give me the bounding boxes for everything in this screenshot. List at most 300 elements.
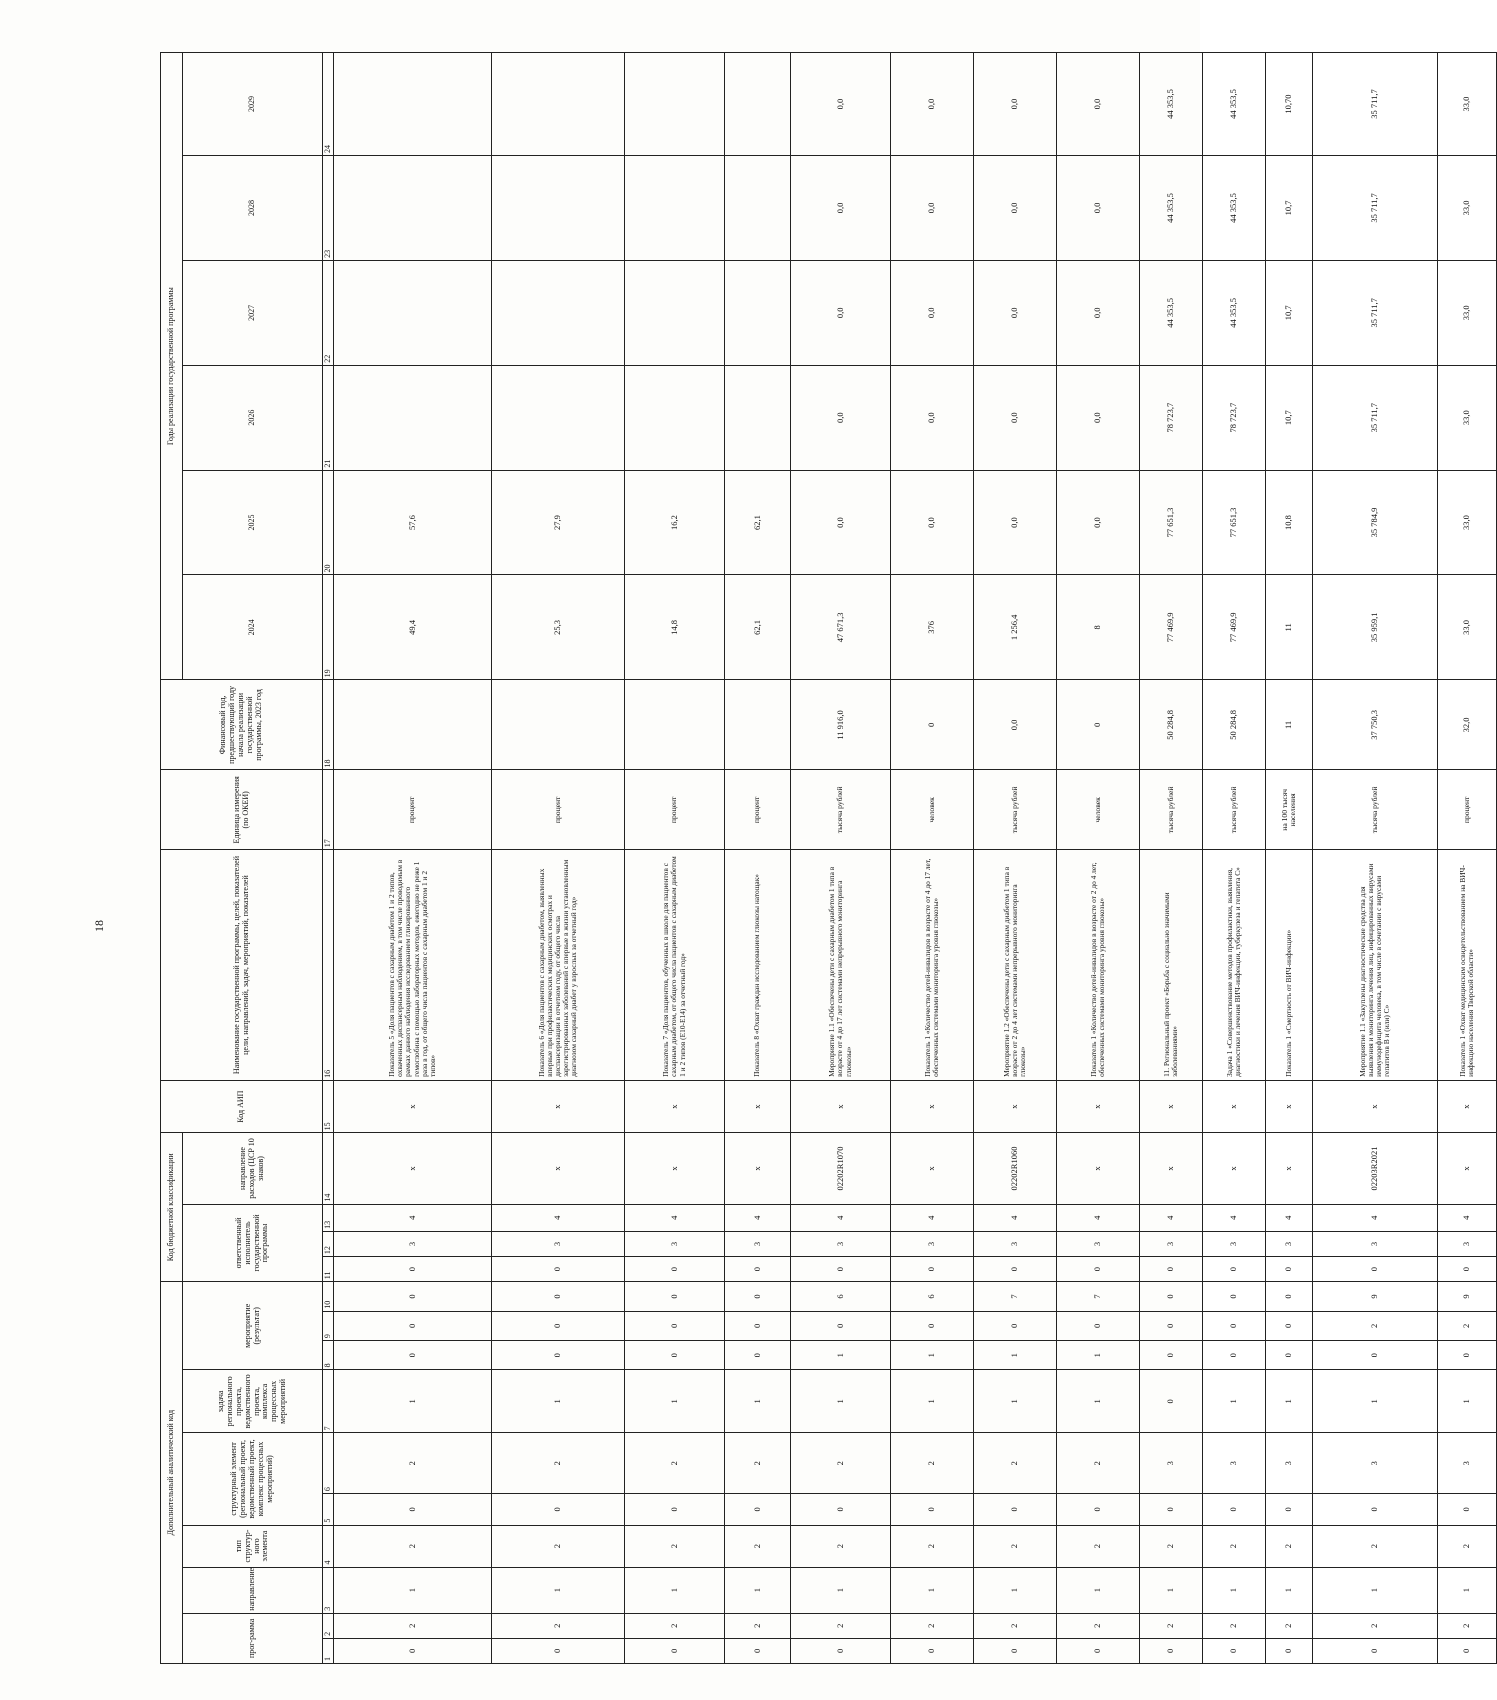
executor-code-cell: 3 [625, 1231, 725, 1256]
year-value-cell: 35 784,9 [1313, 470, 1438, 575]
executor-code-cell: 0 [334, 1257, 492, 1282]
column-number-cell: 15 [323, 1080, 334, 1132]
year-value-cell: 77 469,9 [1140, 575, 1203, 680]
year-value-cell: 16,2 [625, 470, 725, 575]
event-code-cell: 0 [625, 1282, 725, 1311]
name-cell: Показатель 6 «Доля пациентов с сахарным диабетом, выявленных впервые при профилактических медицинских осмотрах и диспансеризации в отчетном году, от общего числа зарегистрированных заболеваний с впервые в жизни установленным диагнозом сахарный диабет у взрослых за отчетный год» [492, 850, 625, 1081]
executor-code-cell: 4 [1313, 1204, 1438, 1231]
struct-elem-cell: 2 [625, 1433, 725, 1494]
struct-type-cell: 2 [725, 1525, 791, 1567]
column-number-cell: 23 [323, 156, 334, 261]
executor-code-cell: 3 [725, 1231, 791, 1256]
event-code-cell: 0 [1203, 1282, 1266, 1311]
executor-code-cell: 4 [492, 1204, 625, 1231]
year-value-cell: 0,0 [891, 365, 974, 470]
column-number-cell: 20 [323, 470, 334, 575]
year-value-cell: 47 671,3 [791, 575, 891, 680]
executor-code-cell: 3 [791, 1231, 891, 1256]
event-code-cell: 2 [1438, 1311, 1497, 1340]
year-value-cell: 1 256,4 [974, 575, 1057, 680]
header-struct-type: тип структур-ного элемента [183, 1525, 323, 1567]
event-code-cell: 0 [1266, 1341, 1313, 1370]
fin-year-cell: 0 [891, 680, 974, 770]
struct-type-cell: 2 [974, 1525, 1057, 1567]
program-code-cell: 2 [974, 1613, 1057, 1638]
header-expense-dir: направление расходов (ЦСР 10 знаков) [183, 1133, 323, 1204]
fin-year-cell: 50 284,8 [1140, 680, 1203, 770]
event-code-cell: 0 [1203, 1341, 1266, 1370]
struct-elem-cell: 2 [974, 1433, 1057, 1494]
program-code-cell: 2 [1313, 1613, 1438, 1638]
event-code-cell: 1 [1057, 1341, 1140, 1370]
struct-type-cell: 2 [1057, 1525, 1140, 1567]
year-value-cell: 0,0 [1057, 470, 1140, 575]
year-value-cell: 10,8 [1266, 470, 1313, 575]
column-number-cell: 17 [323, 770, 334, 850]
direction-cell: 1 [1140, 1567, 1203, 1613]
year-value-cell: 44 353,5 [1203, 260, 1266, 365]
expense-dir-cell: x [334, 1133, 492, 1204]
year-value-cell: 0,0 [791, 470, 891, 575]
year-value-cell [334, 53, 492, 156]
year-value-cell: 35 711,7 [1313, 156, 1438, 261]
column-number-cell: 9 [323, 1311, 334, 1340]
program-code-cell: 0 [334, 1638, 492, 1663]
expense-dir-cell: x [725, 1133, 791, 1204]
program-code-cell: 2 [1140, 1613, 1203, 1638]
year-value-cell: 8 [1057, 575, 1140, 680]
year-value-cell: 0,0 [974, 53, 1057, 156]
year-value-cell [725, 260, 791, 365]
struct-elem-cell: 0 [791, 1494, 891, 1525]
event-code-cell: 0 [625, 1341, 725, 1370]
header-program: прог-рамма [183, 1613, 323, 1663]
executor-code-cell: 4 [725, 1204, 791, 1231]
year-value-cell: 10,7 [1266, 260, 1313, 365]
struct-elem-cell: 0 [1203, 1494, 1266, 1525]
fin-year-cell: 37 750,3 [1313, 680, 1438, 770]
name-cell: Показатель 7 «Доля пациентов, обученных в школе для пациентов с сахарным диабетом, от общего числа пациентов с сахарным диабетом 1 и 2 типов (E10-E14) за отчетный год» [625, 850, 725, 1081]
table-row [725, 53, 791, 1664]
aip-code-cell: x [1140, 1080, 1203, 1132]
program-table [160, 52, 1497, 1664]
year-value-cell [492, 365, 625, 470]
column-number-cell: 7 [323, 1370, 334, 1433]
header-executor: ответственный исполнитель государственной программы [183, 1204, 323, 1282]
direction-cell: 1 [492, 1567, 625, 1613]
event-code-cell: 0 [492, 1341, 625, 1370]
year-value-cell: 14,8 [625, 575, 725, 680]
year-value-cell: 44 353,5 [1140, 156, 1203, 261]
program-code-cell: 2 [891, 1613, 974, 1638]
year-value-cell: 10,7 [1266, 365, 1313, 470]
header-dop-code: Дополнительный аналитический код [161, 1282, 183, 1664]
executor-code-cell: 4 [334, 1204, 492, 1231]
year-value-cell: 0,0 [791, 260, 891, 365]
direction-cell: 1 [625, 1567, 725, 1613]
struct-elem-cell: 0 [974, 1494, 1057, 1525]
aip-code-cell: x [1266, 1080, 1313, 1132]
struct-elem-cell: 0 [334, 1494, 492, 1525]
direction-cell: 1 [974, 1567, 1057, 1613]
event-code-cell: 0 [1140, 1341, 1203, 1370]
table-row [791, 53, 891, 1664]
column-number-cell: 19 [323, 575, 334, 680]
struct-elem-cell: 2 [1057, 1433, 1140, 1494]
executor-code-cell: 0 [625, 1257, 725, 1282]
name-cell: Показатель 8 «Охват граждан исследованием глюкозы натощак» [725, 850, 791, 1081]
aip-code-cell: x [1438, 1080, 1497, 1132]
header-unit: Единица измерения (по ОКЕИ) [161, 770, 323, 850]
task-cell: 1 [1203, 1370, 1266, 1433]
column-number-cell: 21 [323, 365, 334, 470]
name-cell: Показатель 5 «Доля пациентов с сахарным диабетом 1 и 2 типов, охваченных диспансерным наблюдением, в том числе проводимым в рамках данного наблюдения исследованием гликированного гемоглобина с помощью лабораторных методов, ежегодно не реже 1 раза в год, от общего числа пациентов с сахарным диабетом 1 и 2 типов» [334, 850, 492, 1081]
year-value-cell: 0,0 [1057, 53, 1140, 156]
header-years-group: Годы реализации государственной программы [161, 53, 183, 680]
year-value-cell: 0,0 [974, 156, 1057, 261]
year-value-cell: 0,0 [974, 260, 1057, 365]
aip-code-cell: x [625, 1080, 725, 1132]
fin-year-cell: 32,0 [1438, 680, 1497, 770]
event-code-cell: 6 [891, 1282, 974, 1311]
year-value-cell [492, 53, 625, 156]
struct-elem-cell: 3 [1140, 1433, 1203, 1494]
direction-cell: 1 [725, 1567, 791, 1613]
executor-code-cell: 0 [974, 1257, 1057, 1282]
unit-cell: тысяча рублей [791, 770, 891, 850]
aip-code-cell: x [1203, 1080, 1266, 1132]
expense-dir-cell: x [1266, 1133, 1313, 1204]
event-code-cell: 0 [1057, 1311, 1140, 1340]
executor-code-cell: 0 [1438, 1257, 1497, 1282]
task-cell: 1 [891, 1370, 974, 1433]
name-cell: Показатель 1 «Смертность от ВИЧ-инфекции» [1266, 850, 1313, 1081]
aip-code-cell: x [1313, 1080, 1438, 1132]
expense-dir-cell: x [891, 1133, 974, 1204]
task-cell: 0 [1140, 1370, 1203, 1433]
unit-cell: тысяча рублей [1313, 770, 1438, 850]
header-direction: направление [183, 1567, 323, 1613]
name-cell: Показатель 1 «Количество детей-инвалидов в возрасте от 2 до 4 лет, обеспеченных системами мониторинга уровня глюкозы» [1057, 850, 1140, 1081]
year-value-cell: 44 353,5 [1203, 53, 1266, 156]
aip-code-cell: x [725, 1080, 791, 1132]
page-number: 18 [92, 920, 106, 932]
executor-code-cell: 0 [791, 1257, 891, 1282]
struct-type-cell: 2 [492, 1525, 625, 1567]
year-value-cell [625, 260, 725, 365]
event-code-cell: 7 [974, 1282, 1057, 1311]
year-value-cell: 0,0 [791, 365, 891, 470]
year-value-cell: 78 723,7 [1203, 365, 1266, 470]
program-code-cell: 0 [1438, 1638, 1497, 1663]
program-code-cell: 0 [1203, 1638, 1266, 1663]
unit-cell: процент [625, 770, 725, 850]
name-cell: Мероприятие 1.1 «Закуплены диагностические средства для выявления и мониторинга лечения лиц, инфицированных вирусами иммунодефицита человека, в том числе в сочетании с вирусами гепатитов В и (или) С» [1313, 850, 1438, 1081]
header-year-2028: 2028 [183, 156, 323, 261]
event-code-cell: 6 [791, 1282, 891, 1311]
name-cell: Мероприятие 1.1 «Обеспечены дети с сахарным диабетом 1 типа в возрасте от 4 до 17 лет системами непрерывного мониторинга глюкозы» [791, 850, 891, 1081]
table-row [1140, 53, 1203, 1664]
event-code-cell: 0 [1140, 1282, 1203, 1311]
column-number-cell: 10 [323, 1282, 334, 1311]
executor-code-cell: 0 [1266, 1257, 1313, 1282]
program-code-cell: 2 [725, 1613, 791, 1638]
header-year-2025: 2025 [183, 470, 323, 575]
program-code-cell: 0 [1313, 1638, 1438, 1663]
header-year-2029: 2029 [183, 53, 323, 156]
struct-type-cell: 2 [334, 1525, 492, 1567]
year-value-cell: 44 353,5 [1203, 156, 1266, 261]
struct-type-cell: 2 [1203, 1525, 1266, 1567]
column-number-cell: 1 [323, 1638, 334, 1663]
column-number-cell: 18 [323, 680, 334, 770]
program-code-cell: 0 [1057, 1638, 1140, 1663]
year-value-cell: 0,0 [974, 365, 1057, 470]
year-value-cell [625, 53, 725, 156]
executor-code-cell: 0 [1313, 1257, 1438, 1282]
table-row [492, 53, 625, 1664]
column-number-cell: 22 [323, 260, 334, 365]
struct-type-cell: 2 [891, 1525, 974, 1567]
aip-code-cell: x [891, 1080, 974, 1132]
event-code-cell: 0 [974, 1311, 1057, 1340]
year-value-cell [334, 365, 492, 470]
struct-elem-cell: 0 [492, 1494, 625, 1525]
struct-elem-cell: 3 [1203, 1433, 1266, 1494]
table-row [1313, 53, 1438, 1664]
year-value-cell: 33,0 [1438, 365, 1497, 470]
program-code-cell: 0 [1140, 1638, 1203, 1663]
unit-cell: человек [891, 770, 974, 850]
fin-year-cell [725, 680, 791, 770]
struct-elem-cell: 2 [725, 1433, 791, 1494]
column-number-cell: 16 [323, 850, 334, 1081]
program-code-cell: 2 [1266, 1613, 1313, 1638]
unit-cell: процент [492, 770, 625, 850]
event-code-cell: 2 [1313, 1311, 1438, 1340]
column-number-cell: 13 [323, 1204, 334, 1231]
year-value-cell: 0,0 [891, 156, 974, 261]
struct-elem-cell: 0 [1140, 1494, 1203, 1525]
executor-code-cell: 0 [1057, 1257, 1140, 1282]
year-value-cell: 44 353,5 [1140, 53, 1203, 156]
column-number-cell: 5 [323, 1494, 334, 1525]
header-event: мероприятие (результат) [183, 1282, 323, 1370]
executor-code-cell: 3 [1057, 1231, 1140, 1256]
year-value-cell: 77 651,3 [1140, 470, 1203, 575]
year-value-cell: 35 711,7 [1313, 365, 1438, 470]
unit-cell: процент [1438, 770, 1497, 850]
column-number-cell: 12 [323, 1231, 334, 1256]
year-value-cell: 0,0 [891, 53, 974, 156]
executor-code-cell: 4 [625, 1204, 725, 1231]
name-cell: Мероприятие 1.2 «Обеспечены дети с сахарным диабетом 1 типа в возрасте от 2 до 4 лет системами непрерывного мониторинга глюкозы» [974, 850, 1057, 1081]
event-code-cell: 1 [974, 1341, 1057, 1370]
aip-code-cell: x [974, 1080, 1057, 1132]
executor-code-cell: 4 [791, 1204, 891, 1231]
expense-dir-cell: 02203R2021 [1313, 1133, 1438, 1204]
year-value-cell: 62,1 [725, 575, 791, 680]
executor-code-cell: 3 [1203, 1231, 1266, 1256]
task-cell: 1 [334, 1370, 492, 1433]
year-value-cell: 77 651,3 [1203, 470, 1266, 575]
header-budget-code: Код бюджетной классификации [161, 1133, 183, 1282]
fin-year-cell [625, 680, 725, 770]
event-code-cell: 0 [334, 1341, 492, 1370]
header-fin-year: Финансовый год, предшествующий году начала реализации государственной программы, 2023 год [161, 680, 323, 770]
task-cell: 1 [791, 1370, 891, 1433]
year-value-cell: 0,0 [891, 470, 974, 575]
unit-cell: тысяча рублей [974, 770, 1057, 850]
fin-year-cell: 0 [1057, 680, 1140, 770]
year-value-cell: 0,0 [1057, 260, 1140, 365]
header-struct-elem: структурный элемент (региональный проект, ведомственный проект, комплекс процессных мероприятий) [183, 1433, 323, 1525]
fin-year-cell: 11 [1266, 680, 1313, 770]
direction-cell: 1 [1057, 1567, 1140, 1613]
event-code-cell: 0 [1140, 1311, 1203, 1340]
fin-year-cell: 50 284,8 [1203, 680, 1266, 770]
year-value-cell: 0,0 [974, 470, 1057, 575]
executor-code-cell: 0 [492, 1257, 625, 1282]
event-code-cell: 0 [791, 1311, 891, 1340]
column-number-cell: 8 [323, 1341, 334, 1370]
year-value-cell: 10,70 [1266, 53, 1313, 156]
unit-cell: процент [334, 770, 492, 850]
direction-cell: 1 [891, 1567, 974, 1613]
task-cell: 1 [1266, 1370, 1313, 1433]
event-code-cell: 0 [492, 1311, 625, 1340]
program-code-cell: 2 [1438, 1613, 1497, 1638]
column-number-cell: 3 [323, 1567, 334, 1613]
column-number-row [323, 53, 334, 1664]
year-value-cell: 78 723,7 [1140, 365, 1203, 470]
year-value-cell: 25,3 [492, 575, 625, 680]
unit-cell: тысяча рублей [1203, 770, 1266, 850]
direction-cell: 1 [334, 1567, 492, 1613]
executor-code-cell: 0 [891, 1257, 974, 1282]
struct-elem-cell: 2 [334, 1433, 492, 1494]
header-year-2027: 2027 [183, 260, 323, 365]
struct-elem-cell: 0 [725, 1494, 791, 1525]
header-name: Наименование государственной программы, целей, показателей цели, направлений, задач, мероприятий, показателей [161, 850, 323, 1081]
struct-type-cell: 2 [625, 1525, 725, 1567]
year-value-cell: 11 [1266, 575, 1313, 680]
struct-type-cell: 2 [791, 1525, 891, 1567]
header-year-2024: 2024 [183, 575, 323, 680]
year-value-cell: 57,6 [334, 470, 492, 575]
struct-elem-cell: 3 [1313, 1433, 1438, 1494]
rotated-table-container [160, 52, 1475, 1664]
column-number-cell: 14 [323, 1133, 334, 1204]
program-code-cell: 0 [974, 1638, 1057, 1663]
year-value-cell [492, 260, 625, 365]
executor-code-cell: 3 [974, 1231, 1057, 1256]
event-code-cell: 0 [1266, 1282, 1313, 1311]
program-code-cell: 2 [334, 1613, 492, 1638]
task-cell: 1 [725, 1370, 791, 1433]
expense-dir-cell: x [625, 1133, 725, 1204]
event-code-cell: 0 [891, 1311, 974, 1340]
event-code-cell: 0 [725, 1282, 791, 1311]
name-cell: Задача 1 «Совершенствование методов профилактики, выявления, диагностики и лечения ВИЧ-инфекции, туберкулеза и гепатита С» [1203, 850, 1266, 1081]
table-row [1203, 53, 1266, 1664]
name-cell: Показатель 1 «Охват медицинским освидетельствованием на ВИЧ-инфекцию населения Тверской области» [1438, 850, 1497, 1081]
year-value-cell: 33,0 [1438, 260, 1497, 365]
expense-dir-cell: 02202R1060 [974, 1133, 1057, 1204]
year-value-cell: 376 [891, 575, 974, 680]
executor-code-cell: 3 [334, 1231, 492, 1256]
task-cell: 1 [492, 1370, 625, 1433]
program-code-cell: 0 [725, 1638, 791, 1663]
executor-code-cell: 3 [891, 1231, 974, 1256]
event-code-cell: 0 [1266, 1311, 1313, 1340]
program-code-cell: 2 [1057, 1613, 1140, 1638]
struct-type-cell: 2 [1438, 1525, 1497, 1567]
year-value-cell: 33,0 [1438, 156, 1497, 261]
task-cell: 1 [1057, 1370, 1140, 1433]
direction-cell: 1 [1203, 1567, 1266, 1613]
table-row [1266, 53, 1313, 1664]
year-value-cell: 0,0 [791, 53, 891, 156]
column-number-cell: 4 [323, 1525, 334, 1567]
direction-cell: 1 [1313, 1567, 1438, 1613]
header-aip-code: Код АИП [161, 1080, 323, 1132]
executor-code-cell: 4 [974, 1204, 1057, 1231]
program-code-cell: 0 [1266, 1638, 1313, 1663]
program-code-cell: 2 [492, 1613, 625, 1638]
year-value-cell: 35 959,1 [1313, 575, 1438, 680]
year-value-cell: 35 711,7 [1313, 53, 1438, 156]
struct-type-cell: 2 [1140, 1525, 1203, 1567]
fin-year-cell [334, 680, 492, 770]
year-value-cell: 33,0 [1438, 575, 1497, 680]
year-value-cell [334, 260, 492, 365]
executor-code-cell: 3 [1438, 1231, 1497, 1256]
executor-code-cell: 4 [891, 1204, 974, 1231]
unit-cell: человек [1057, 770, 1140, 850]
event-code-cell: 9 [1313, 1282, 1438, 1311]
expense-dir-cell: 02202R1070 [791, 1133, 891, 1204]
task-cell: 1 [1313, 1370, 1438, 1433]
task-cell: 1 [625, 1370, 725, 1433]
program-code-cell: 0 [625, 1638, 725, 1663]
executor-code-cell: 3 [1140, 1231, 1203, 1256]
year-value-cell: 0,0 [891, 260, 974, 365]
column-number-cell: 24 [323, 53, 334, 156]
struct-elem-cell: 3 [1438, 1433, 1497, 1494]
executor-code-cell: 3 [492, 1231, 625, 1256]
year-value-cell: 35 711,7 [1313, 260, 1438, 365]
executor-code-cell: 0 [725, 1257, 791, 1282]
event-code-cell: 0 [334, 1282, 492, 1311]
fin-year-cell: 11 916,0 [791, 680, 891, 770]
event-code-cell: 0 [1438, 1341, 1497, 1370]
executor-code-cell: 3 [1313, 1231, 1438, 1256]
struct-elem-cell: 0 [891, 1494, 974, 1525]
year-value-cell: 10,7 [1266, 156, 1313, 261]
event-code-cell: 0 [625, 1311, 725, 1340]
executor-code-cell: 4 [1203, 1204, 1266, 1231]
event-code-cell: 0 [1203, 1311, 1266, 1340]
year-value-cell: 0,0 [1057, 365, 1140, 470]
struct-elem-cell: 2 [891, 1433, 974, 1494]
expense-dir-cell: x [1057, 1133, 1140, 1204]
table-row [625, 53, 725, 1664]
table-body [323, 53, 1497, 1664]
year-value-cell [725, 365, 791, 470]
event-code-cell: 1 [891, 1341, 974, 1370]
year-value-cell [625, 365, 725, 470]
